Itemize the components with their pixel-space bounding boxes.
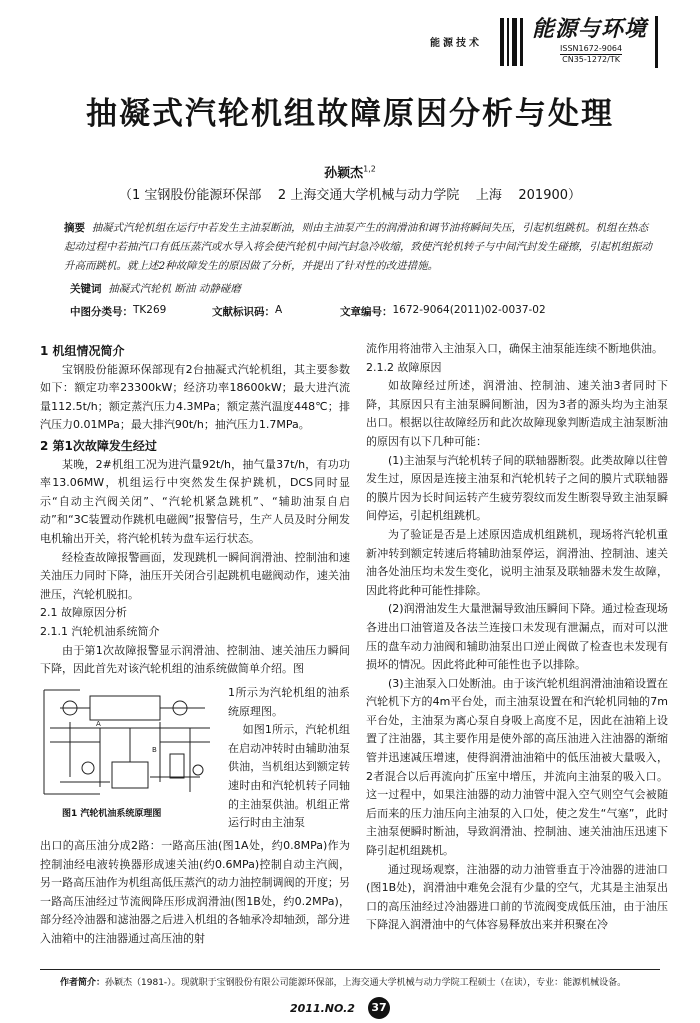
paragraph: (2)润滑油发生大量泄漏导致油压瞬间下降。通过检查现场各进出口油管道及各法兰连接口未发现有泄漏点，而对可以泄压的盘车动力油阀和辅助油泵出口逆止阀做了检查也未发现有损坏的情况。因此将此种可能性也予以排除。 [366,602,668,672]
keywords-label: 关键词 [70,283,102,295]
footnote-text: 孙颖杰（1981-）。现就职于宝钢股份有限公司能源环保部，上海交通大学机械与动力学院工程硕士（在读），专业：能源机械设备。 [105,978,627,988]
paragraph: 宝钢股份能源环保部现有2台抽凝式汽轮机组，其主要参数如下：额定功率23300kW；经济功率18600kW；最大进汽流量112.5t/h；额定蒸汽压力4.3MPa；额定蒸汽温度448℃；排汽压力0.01MPa；最大排汽90t/h；抽汽压力1.7MPa。 [40,362,350,432]
header-rule [655,16,658,68]
journal-issn: ISSN1672-9064 [560,44,623,53]
section-heading: 2 第1次故障发生经过 [40,438,157,453]
left-column-continued [40,837,350,949]
footnote-rule [40,969,660,970]
keywords-text: 抽凝式汽轮机 断油 动静碰磨 [108,283,241,295]
doc-code-value: A [275,304,283,316]
paragraph: 出口的高压油分成2路：一路高压油(图1A处，约0.8MPa)作为控制油经电液转换器形成速关油(约0.6MPa)控制自动主汽阀，另一路高压油作为机组高低压蒸汽的动力油控制调阀的开度；另一路高压油经过节流阀降压形成润滑油(图1B处，约0.2MPa)，部分经冷油器和滤油器之后进入机组的各轴承冷却轴颈，部分进入油箱中的注油器通过高压油的射 [40,839,350,945]
author-name: 孙颖杰 [324,166,364,181]
journal-cn: CN35-1272/TK [562,55,620,64]
header-barcode-decoration [500,18,526,66]
class-value: TK269 [133,304,167,316]
paragraph: 如故障经过所述，润滑油、控制油、速关油3者同时下降，其原因只有主油泵瞬间断油，因为3者的源头均为主油泵出口。根据以往故障经历和此次故障现象判断造成主油泵断油的原因有以下几种可能： [366,379,668,448]
author-affil-sup: 1,2 [363,164,376,174]
paragraph: (1)主油泵与汽轮机转子间的联轴器断裂。此类故障以往曾发生过，原因是连接主油泵和汽轮机转子之间的膜片式联轴器的膜片因为长时间运转产生疲劳裂纹而发生断裂导致主油泵瞬间停运，引起机组跳机。 [366,453,668,523]
paragraph: 经检查故障报警画面，发现跳机一瞬间润滑油、控制油和速关油压力同时下降，油压开关闭合引起跳机电磁阀动作，速关油泄压，汽轮机脱扣。 [40,550,350,601]
subsection-heading: 2.1.2 故障原因 [366,360,442,374]
issue-label: 2011.NO.2 [290,1002,355,1015]
author-line [0,162,700,181]
abstract-label: 摘要 [64,222,85,234]
figure-point-a: A [96,720,101,728]
abstract-text: 抽凝式汽轮机组在运行中若发生主油泵断油，则由主油泵产生的润滑油和调节油将瞬间失压，引起机组跳机。机组在热态起动过程中若抽汽口有低压蒸汽或水导入将会使汽轮机中间汽封急冷收缩，致使汽轮机转子与中间汽封发生碰擦，引起机组振动升高而跳机。就上述2种故障发生的原因做了分析，并提出了针对性的改进措施。 [64,222,652,272]
paragraph: 通过现场观察，注油器的动力油管垂直于冷油器的进油口(图1B处)，润滑油中难免会混有少量的空气，尤其是主油泵出口的高压油经过冷油器进口前的节流阀变成低压油，由于油压下降混入润滑油中的气体容易释放出来并积聚在冷 [366,862,668,932]
section-heading: 1 机组情况简介 [40,344,125,358]
paragraph: 某晚，2#机组工况为进汽量92t/h，抽气量37t/h，有功功率13.06MW，机组运行中突然发生保护跳机，DCS同时显示“自动主汽阀关闭”、“汽轮机紧急跳机”、“辅助油泵自启动”和“3C装置动作跳机电磁阀”报警信号，生产人员及时分闸发电机输出开关，将汽轮机转为盘车运行状态。 [40,457,350,545]
paragraph: 由于第1次故障报警显示润滑油、控制油、速关油压力瞬间下降，因此首先对该汽轮机组的油系统做简单介绍。图 [40,643,350,676]
abstract [64,219,654,276]
article-no-label: 文章编号： [340,306,393,318]
subsection-heading: 2.1.1 汽轮机油系统简介 [40,624,160,638]
article-no-value: 1672-9064(2011)02-0037-02 [392,304,546,316]
figure-point-b: B [152,746,157,754]
header-section-label: 能源技术 [430,38,482,49]
journal-issn-block [560,44,622,65]
oil-system-diagram [40,682,220,802]
figure-caption: 图1 汽轮机油系统原理图 [62,809,162,819]
footnote-label: 作者简介： [60,978,106,988]
journal-name: 能源与环境 [532,16,648,42]
class-label: 中图分类号： [70,306,133,318]
right-column [366,340,668,935]
left-column [40,340,350,679]
paragraph: 流作用将油带入主油泵入口，确保主油泵能连续不断地供油。 [366,342,663,355]
author-footnote [60,975,626,988]
paragraph: 为了验证是否是上述原因造成机组跳机，现场将汽轮机重新冲转到额定转速后将辅助油泵停运，润滑油、控制油、速关油各处油压均未发生变化，说明主油泵及联轴器未发生故障，因此将此种可能性排除。 [366,527,668,597]
paragraph: (3)主油泵入口处断油。由于该汽轮机组润滑油油箱设置在汽轮机下方的4m平台处，而主油泵设置在和汽轮机同轴的7m平台处，主油泵为离心泵自身吸上高度不足，因此在油箱上设置了注油器，其主要作用是使外部的高压油进入注油器的渐缩管并迅速减压增速，使得润滑油油箱中的低压油被大量吸入，2者混合以后再流向扩压室中增压，并流向主油泵的吸入口。这一过程中，如果注油器的动力油管中混入空气则空气会被随后而来的压力油压向主油泵的入口处，使之发生“气塞”，此时主油泵便瞬时断油，导致润滑油、控制油、速关油油压迅速下降引起机组跳机。 [366,676,668,858]
subsection-heading: 2.1 故障原因分析 [40,606,127,620]
doc-code-label: 文献标识码： [212,306,275,318]
keywords [70,281,630,296]
article-title: 抽凝式汽轮机组故障原因分析与处理 [86,96,614,132]
page-number: 37 [368,997,390,1019]
paragraph: 1所示为汽轮机组的油系统原理图。 如图1所示，汽轮机组在启动冲转时由辅助油泵供油，当机组达到额定转速时由和汽轮机转子同轴的主油泵供油。机组正常运行时由主油泵 [228,686,350,830]
left-narrow-text [228,684,350,833]
affiliation: （1 宝钢股份能源环保部 2 上海交通大学机械与动力学院 上海 201900） [118,188,582,203]
